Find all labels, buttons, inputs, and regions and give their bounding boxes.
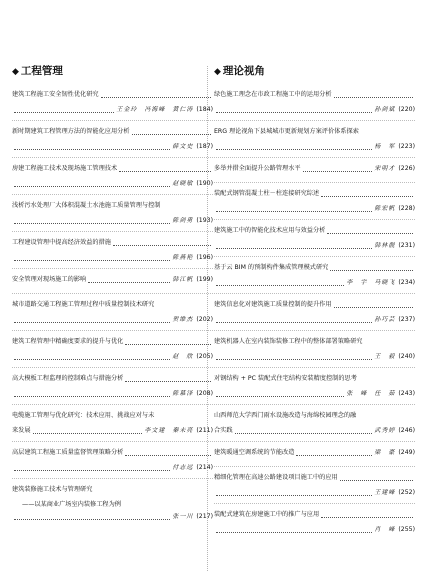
entry-page: (211) xyxy=(196,427,213,434)
toc-entry[interactable] xyxy=(214,84,415,121)
entry-title: 安全管理对现场施工的影响 xyxy=(12,276,87,283)
entry-page: (199) xyxy=(196,276,213,283)
toc-entry[interactable] xyxy=(12,479,213,527)
leader-dots xyxy=(14,359,170,360)
entry-title: 建筑工程施工安全韧性优化研究 xyxy=(12,91,99,98)
leader-dots xyxy=(14,396,170,397)
toc-entry[interactable] xyxy=(214,158,415,183)
entry-title: 建筑施工中的智能化技术应用与效益分析 xyxy=(214,227,326,234)
entry-subtitle: ——以某商业广场室内装修工程为例 xyxy=(22,501,121,508)
leader-dots xyxy=(132,134,211,135)
entry-authors: 武秀婷 xyxy=(374,427,396,434)
leader-dots xyxy=(334,97,413,98)
leader-dots xyxy=(14,519,170,520)
leader-dots xyxy=(340,480,413,481)
entry-title: 房建工程施工技术及现场施工管理技术 xyxy=(12,165,118,172)
toc-entry[interactable] xyxy=(214,257,415,294)
diamond-bullet-icon: ◆ xyxy=(214,67,221,77)
entry-page: (223) xyxy=(398,143,415,150)
toc-entry[interactable] xyxy=(12,405,213,442)
entry-page: (193) xyxy=(196,217,213,224)
entry-authors: 陈宏帆 xyxy=(374,205,396,212)
leader-dots xyxy=(327,233,413,234)
leader-dots xyxy=(113,245,211,246)
toc-entry[interactable] xyxy=(12,232,213,269)
leader-dots xyxy=(321,517,413,518)
entry-page: (202) xyxy=(196,316,213,323)
toc-entry[interactable] xyxy=(214,442,415,467)
entry-authors: 陈慕泽 xyxy=(172,390,194,397)
toc-entry[interactable] xyxy=(214,220,415,257)
entry-page: (252) xyxy=(398,489,415,496)
entry-page: (234) xyxy=(398,279,415,286)
leader-dots xyxy=(321,196,413,197)
entry-title: 建筑暖通空调系统的节能改造 xyxy=(214,449,295,456)
entry-title: 浅析污水处理厂大体积混凝土水池施工质量管理与控制 xyxy=(12,202,161,209)
entry-authors: 杨 军 xyxy=(374,143,396,150)
section-title xyxy=(214,64,415,79)
entry-page: (217) xyxy=(196,513,213,520)
entry-authors: 赵 欣 xyxy=(172,353,194,360)
entry-title: 高层建筑工程施工质量监督管理策略分析 xyxy=(12,449,124,456)
entry-title: 城市道路交通工程施工管理过程中质量控制技术研究 xyxy=(12,301,155,308)
entry-title: 电缆施工管理与优化研究：技术应用、挑战应对与未 xyxy=(12,412,155,419)
entry-title: 绿色施工理念在市政工程施工中的运用分析 xyxy=(214,91,332,98)
leader-dots xyxy=(216,112,372,113)
entry-authors: 孙剑斌 xyxy=(374,106,396,113)
entry-page: (231) xyxy=(398,242,415,249)
entry-title-continued: 合实践 xyxy=(214,427,233,434)
entry-page: (184) xyxy=(196,106,213,113)
toc-entry[interactable] xyxy=(214,368,415,405)
entry-page: (226) xyxy=(398,165,415,172)
leader-dots xyxy=(14,223,170,224)
leader-dots xyxy=(334,307,413,308)
leader-dots xyxy=(216,149,372,150)
entry-page: (190) xyxy=(196,180,213,187)
entry-authors: 宋明才 xyxy=(374,165,396,172)
toc-entry[interactable] xyxy=(214,294,415,331)
leader-dots xyxy=(296,455,372,456)
entry-title: 多举并措全面提升公路管理水平 xyxy=(214,165,301,172)
leader-dots xyxy=(14,322,170,323)
entry-authors: 肖 峰 xyxy=(374,526,396,533)
toc-entry[interactable] xyxy=(214,504,415,540)
leader-dots xyxy=(101,97,211,98)
entry-page: (240) xyxy=(398,353,415,360)
toc-entry[interactable] xyxy=(12,158,213,195)
leader-dots xyxy=(125,381,211,382)
toc-entry[interactable] xyxy=(12,269,213,294)
entry-authors: 张 峰 任 茹 xyxy=(346,390,396,397)
entry-page: (228) xyxy=(398,205,415,212)
entry-page: (196) xyxy=(196,254,213,261)
entry-authors: 王建峰 xyxy=(374,489,396,496)
entry-authors: 陈剑勇 xyxy=(172,217,194,224)
section-title-text: 工程管理 xyxy=(20,65,63,77)
leader-dots xyxy=(14,470,170,471)
entry-page: (205) xyxy=(196,353,213,360)
entry-page: (187) xyxy=(196,143,213,150)
entry-authors: 付志远 xyxy=(172,464,194,471)
leader-dots xyxy=(125,344,211,345)
diamond-bullet-icon: ◆ xyxy=(12,67,19,77)
toc-entry[interactable] xyxy=(12,195,213,232)
leader-dots xyxy=(330,270,413,271)
entry-authors: 王 毅 xyxy=(374,353,396,360)
leader-dots xyxy=(216,211,372,212)
entry-authors: 韩林靓 xyxy=(374,242,396,249)
toc-entry[interactable] xyxy=(214,405,415,442)
toc-entry[interactable] xyxy=(12,442,213,479)
entry-title: 对钢结构 + PC 装配式住宅结构安装精度控制的思考 xyxy=(214,375,357,382)
entry-page: (237) xyxy=(398,316,415,323)
entry-title: 工程建设管理中提高经济效益的措施 xyxy=(12,239,111,246)
leader-dots xyxy=(216,285,344,286)
leader-dots xyxy=(33,433,143,434)
entry-title: 建筑装修施工技术与管理研究 xyxy=(12,486,93,493)
entry-page: (220) xyxy=(398,106,415,113)
toc-entry[interactable] xyxy=(12,121,213,158)
entry-page: (214) xyxy=(196,464,213,471)
leader-dots xyxy=(14,112,114,113)
toc-entry[interactable] xyxy=(214,183,415,220)
entry-authors: 张一川 xyxy=(172,513,194,520)
leader-dots xyxy=(14,260,170,261)
leader-dots xyxy=(216,322,372,323)
entry-page: (249) xyxy=(398,449,415,456)
leader-dots xyxy=(125,455,211,456)
toc-entry[interactable] xyxy=(214,121,415,158)
toc-entry[interactable] xyxy=(12,84,213,121)
entry-title: 建筑机器人在室内装饰装修工程中的整体部署策略研究 xyxy=(214,338,363,345)
entry-title: 精细化管理在高速公路建设项目施工中的应用 xyxy=(214,474,338,481)
entry-title: 新时期建筑工程管理方法的智能化应用分析 xyxy=(12,128,130,135)
entry-title: 基于云 BIM 的预制构件集成管理模式研究 xyxy=(214,264,329,271)
entry-authors: 孙巧芸 xyxy=(374,316,396,323)
entry-title: 装配式钢管混凝土柱－柱连接研究综述 xyxy=(214,190,320,197)
entry-authors: 王金玲 冯海峰 黄仁涛 xyxy=(116,106,194,113)
entry-title: 山西师范大学西门雨水设施改造与海绵校园理念的融 xyxy=(214,412,357,419)
entry-page: (243) xyxy=(398,390,415,397)
entry-title: 建筑工程管理中精确度要求的提升与优化 xyxy=(12,338,124,345)
entry-page: (246) xyxy=(398,427,415,434)
leader-dots xyxy=(235,433,373,434)
entry-authors: 薛文史 xyxy=(172,143,194,150)
leader-dots xyxy=(14,186,170,187)
entry-title: ERG 理论视角下县城城市更新规划方案评价体系探索 xyxy=(214,128,359,135)
entry-authors: 韩江帆 xyxy=(172,276,194,283)
entry-authors: 李文建 秦未亮 xyxy=(144,427,194,434)
entry-authors: 李 宇 马晓飞 xyxy=(346,279,396,286)
leader-dots xyxy=(216,359,372,360)
entry-authors: 梁 豪 xyxy=(374,449,396,456)
entry-title-continued: 来发展 xyxy=(12,427,31,434)
section-title xyxy=(12,64,213,79)
leader-dots xyxy=(88,282,170,283)
leader-dots xyxy=(216,248,372,249)
leader-dots xyxy=(14,149,170,150)
section-engineering-management xyxy=(12,64,213,527)
entry-authors: 赵晓敏 xyxy=(172,180,194,187)
entry-title: 装配式建筑在房建施工中的推广与应用 xyxy=(214,511,320,518)
toc-entry[interactable] xyxy=(12,294,213,331)
entry-page: (208) xyxy=(196,390,213,397)
entry-page: (255) xyxy=(398,526,415,533)
leader-dots xyxy=(216,495,372,496)
toc-entry[interactable] xyxy=(214,467,415,504)
entry-title: 建筑信息化对建筑施工质量控制的提升作用 xyxy=(214,301,332,308)
entry-title: 高大模板工程监理的控制难点与措施分析 xyxy=(12,375,124,382)
toc-entry[interactable] xyxy=(12,331,213,368)
toc-entry[interactable] xyxy=(214,331,415,368)
entry-authors: 陈燕艳 xyxy=(172,254,194,261)
section-title-text: 理论视角 xyxy=(222,65,265,77)
leader-dots xyxy=(216,396,344,397)
entry-authors: 贺维杰 xyxy=(172,316,194,323)
leader-dots xyxy=(216,532,372,533)
toc-entry[interactable] xyxy=(12,368,213,405)
leader-dots xyxy=(119,171,211,172)
section-theoretical-perspective xyxy=(214,64,415,540)
leader-dots xyxy=(303,171,373,172)
